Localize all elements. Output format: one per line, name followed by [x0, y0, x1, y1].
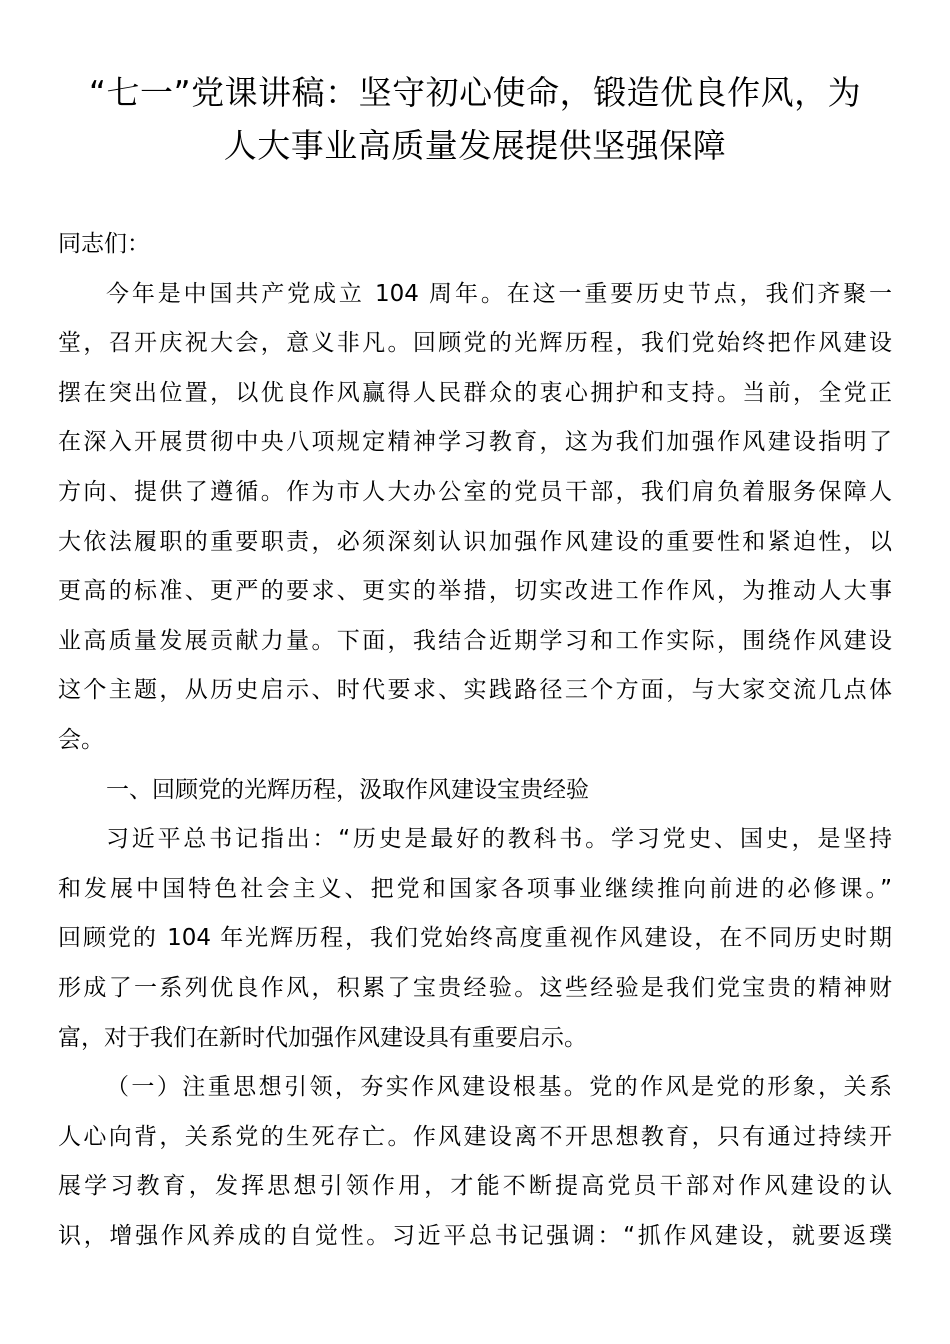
title-line-1: “七一”党课讲稿：坚守初心使命，锻造优良作风，为	[88, 73, 862, 112]
section-heading-1	[58, 766, 892, 816]
text-line: 业高质量发展贡献力量。下面，我结合近期学习和工作实际，围绕作风建设	[58, 627, 892, 654]
text-line: 今年是中国共产党成立 104 周年。在这一重要历史节点，我们齐聚一	[106, 280, 892, 307]
text-line: 人心向背，关系党的生死存亡。作风建设离不开思想教育，只有通过持续开	[58, 1123, 892, 1150]
salutation: 同志们：	[58, 231, 150, 257]
text-line: 摆在突出位置，以优良作风赢得人民群众的衷心拥护和支持。当前，全党正	[58, 379, 892, 406]
heading-line: 一、回顾党的光辉历程，汲取作风建设宝贵经验	[106, 776, 589, 803]
text-line: 回顾党的 104 年光辉历程，我们党始终高度重视作风建设，在不同历史时期	[58, 925, 892, 952]
text-line: 堂，召开庆祝大会，意义非凡。回顾党的光辉历程，我们党始终把作风建设	[58, 330, 892, 357]
text-line: 习近平总书记指出：“历史是最好的教科书。学习党史、国史，是坚持	[106, 826, 892, 853]
document-title	[58, 0, 892, 172]
document-body	[58, 220, 892, 1261]
text-line: 形成了一系列优良作风，积累了宝贵经验。这些经验是我们党宝贵的精神财	[58, 974, 892, 1001]
text-line: （一）注重思想引领，夯实作风建设根基。党的作风是党的形象，关系	[106, 1074, 892, 1101]
text-line: 方向、提供了遵循。作为市人大办公室的党员干部，我们肩负着服务保障人	[58, 478, 892, 505]
text-line: 会。	[58, 726, 104, 753]
paragraph-subsection-1	[58, 1063, 892, 1261]
text-line: 和发展中国特色社会主义、把党和国家各项事业继续推向前进的必修课。”	[58, 875, 892, 902]
paragraph-intro	[58, 270, 892, 766]
document-page	[58, 0, 892, 1344]
text-line: 大依法履职的重要职责，必须深刻认识加强作风建设的重要性和紧迫性，以	[58, 528, 892, 555]
text-line: 富，对于我们在新时代加强作风建设具有重要启示。	[58, 1024, 587, 1051]
text-line: 更高的标准、更严的要求、更实的举措，切实改进工作作风，为推动人大事	[58, 578, 892, 605]
text-line: 识，增强作风养成的自觉性。习近平总书记强调：“抓作风建设，就要返璞	[58, 1222, 892, 1249]
text-line: 展学习教育，发挥思想引领作用，才能不断提高党员干部对作风建设的认	[58, 1173, 892, 1200]
title-line-2: 人大事业高质量发展提供坚强保障	[223, 126, 727, 165]
text-line: 在深入开展贯彻中央八项规定精神学习教育，这为我们加强作风建设指明了	[58, 429, 892, 456]
text-line: 这个主题，从历史启示、时代要求、实践路径三个方面，与大家交流几点体	[58, 677, 892, 704]
paragraph-history	[58, 815, 892, 1063]
